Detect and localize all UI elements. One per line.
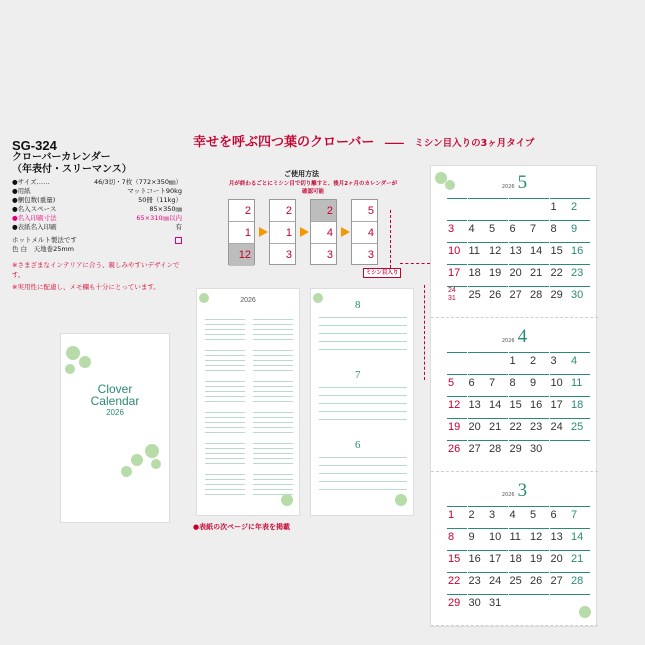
clover-leaf-icon bbox=[395, 494, 407, 506]
year-table-line bbox=[253, 448, 293, 449]
year-table-line bbox=[253, 474, 293, 475]
day-cell: 29 bbox=[509, 440, 529, 458]
headline-main: 幸せを呼ぶ四つ葉のクローバー bbox=[193, 135, 375, 150]
year-table-line bbox=[205, 479, 245, 480]
day-cell bbox=[550, 594, 570, 612]
howto-step-sheet bbox=[269, 199, 296, 265]
year-table-line bbox=[253, 360, 293, 361]
year-table-line bbox=[205, 427, 245, 428]
back-month-line bbox=[319, 411, 407, 412]
day-cell: 22 bbox=[509, 418, 529, 436]
howto-step-number: 3 bbox=[367, 249, 374, 261]
back-month-line bbox=[319, 465, 407, 466]
day-cell: 8 bbox=[550, 220, 570, 238]
day-cell: 20 bbox=[550, 550, 570, 568]
day-cell bbox=[447, 198, 467, 216]
day-cell: 10 bbox=[550, 374, 570, 392]
spec-value: 85×350㎜ bbox=[149, 205, 182, 213]
year-table-line bbox=[205, 458, 245, 459]
year-table-line bbox=[253, 417, 293, 418]
product-name-line2: （年表付・スリーマンス） bbox=[12, 164, 132, 175]
day-cell: 7 bbox=[488, 374, 508, 392]
year-table-line bbox=[205, 396, 245, 397]
day-cell: 21 bbox=[529, 264, 549, 282]
day-cell: 7 bbox=[570, 506, 590, 524]
back-month-line bbox=[319, 489, 407, 490]
spec-row bbox=[12, 223, 182, 232]
month-block bbox=[431, 166, 598, 318]
year-table-year: 2026 bbox=[240, 297, 256, 304]
year-table-line bbox=[253, 443, 293, 444]
clover-leaf-icon bbox=[199, 293, 209, 303]
year-table-line bbox=[205, 448, 245, 449]
spec-value: 50冊（11kg） bbox=[138, 196, 182, 204]
day-cell bbox=[488, 198, 508, 216]
howto-text: 月が終わるごとにミシン目で切り離すと、後月2ヶ月のカレンダーが確認可能 bbox=[228, 181, 398, 195]
year-table-line bbox=[205, 463, 245, 464]
cover-image bbox=[60, 333, 170, 523]
back-months-page bbox=[310, 288, 414, 516]
back-month-line bbox=[319, 481, 407, 482]
day-cell: 13 bbox=[468, 396, 488, 414]
spec-row bbox=[12, 205, 182, 214]
day-cell bbox=[570, 440, 590, 458]
month-number: 3 bbox=[517, 480, 528, 501]
day-cell: 5 bbox=[529, 506, 549, 524]
year-table-line bbox=[205, 443, 245, 444]
day-cell: 2 bbox=[570, 198, 590, 216]
year-table-line bbox=[205, 324, 245, 325]
spec-value: 有 bbox=[175, 223, 182, 231]
day-cell: 3 bbox=[447, 220, 467, 238]
day-cell: 19 bbox=[488, 264, 508, 282]
year-table-line bbox=[253, 412, 293, 413]
year-table-line bbox=[253, 422, 293, 423]
day-cell: 28 bbox=[529, 286, 549, 304]
month-year: 2026 bbox=[501, 184, 515, 190]
day-cell: 15 bbox=[509, 396, 529, 414]
spec-row bbox=[12, 187, 182, 196]
year-table-line bbox=[205, 422, 245, 423]
year-table-line bbox=[205, 484, 245, 485]
spec-list bbox=[12, 178, 182, 232]
year-table-line bbox=[205, 391, 245, 392]
back-month-line bbox=[319, 387, 407, 388]
howto-title: ご使用方法 bbox=[284, 170, 319, 178]
howto-step-number: 12 bbox=[229, 244, 254, 266]
day-cell: 4 bbox=[570, 352, 590, 370]
back-month-line bbox=[319, 395, 407, 396]
day-cell: 14 bbox=[488, 396, 508, 414]
day-cell: 29 bbox=[447, 594, 467, 612]
back-month-label: 6 bbox=[355, 439, 361, 451]
back-month-line bbox=[319, 349, 407, 350]
year-table-line bbox=[253, 319, 293, 320]
howto-step-number: 2 bbox=[311, 200, 336, 222]
day-cell: 22 bbox=[550, 264, 570, 282]
day-cell: 8 bbox=[447, 528, 467, 546]
spec-value: 65×310㎜以内 bbox=[136, 214, 182, 222]
day-cell bbox=[468, 352, 488, 370]
clover-leaf-icon bbox=[121, 466, 132, 477]
howto-step-sheet bbox=[351, 199, 378, 265]
year-table-line bbox=[253, 427, 293, 428]
year-table-line bbox=[205, 381, 245, 382]
year-table-line bbox=[253, 463, 293, 464]
day-cell: 13 bbox=[550, 528, 570, 546]
day-cell: 6 bbox=[509, 220, 529, 238]
year-table-line bbox=[205, 360, 245, 361]
day-cell: 27 bbox=[550, 572, 570, 590]
day-cell: 3 bbox=[488, 506, 508, 524]
year-table-line bbox=[253, 334, 293, 335]
product-name-line1: クローバーカレンダー bbox=[12, 152, 111, 163]
day-cell bbox=[570, 594, 590, 612]
headline bbox=[193, 131, 534, 150]
day-cell: 16 bbox=[529, 396, 549, 414]
clover-leaf-icon bbox=[66, 346, 80, 360]
year-table-line bbox=[205, 350, 245, 351]
remarks bbox=[12, 260, 182, 292]
perforation-guide bbox=[400, 263, 430, 264]
spec-label: ●表紙名入印刷 bbox=[12, 223, 57, 231]
back-month-label: 7 bbox=[355, 369, 361, 381]
month-number: 5 bbox=[517, 172, 528, 193]
year-table-line bbox=[253, 350, 293, 351]
clover-leaf-icon bbox=[151, 459, 161, 469]
back-month-line bbox=[319, 333, 407, 334]
year-table-line bbox=[253, 324, 293, 325]
day-cell bbox=[447, 352, 467, 370]
spec-note-2: 色 白 天地巻25mm bbox=[12, 245, 75, 253]
day-cell: 15 bbox=[447, 550, 467, 568]
perforation-label: ミシン目入り bbox=[363, 268, 401, 278]
clover-leaf-icon bbox=[145, 444, 159, 458]
day-cell: 9 bbox=[529, 374, 549, 392]
year-table-line bbox=[253, 386, 293, 387]
spec-note-1: ホットメルト製法です bbox=[12, 236, 77, 244]
year-table-page bbox=[196, 288, 300, 516]
year-table-line bbox=[253, 355, 293, 356]
spec-label: ●梱包数(重量) bbox=[12, 196, 56, 204]
day-cell bbox=[529, 198, 549, 216]
back-month-line bbox=[319, 325, 407, 326]
year-table-line bbox=[253, 396, 293, 397]
day-cell: 20 bbox=[468, 418, 488, 436]
day-cell: 5 bbox=[447, 374, 467, 392]
year-table-line bbox=[253, 458, 293, 459]
back-month-label: 8 bbox=[355, 299, 361, 311]
back-month-line bbox=[319, 473, 407, 474]
bottom-note: ●表紙の次ページに年表を掲載 bbox=[193, 523, 290, 531]
day-cell bbox=[468, 198, 488, 216]
day-cell: 25 bbox=[468, 286, 488, 304]
spec-row bbox=[12, 214, 182, 223]
day-cell bbox=[550, 440, 570, 458]
day-cell: 1 bbox=[447, 506, 467, 524]
year-table-line bbox=[205, 386, 245, 387]
pink-square-icon bbox=[175, 237, 182, 244]
day-cell: 10 bbox=[488, 528, 508, 546]
day-cell: 26 bbox=[529, 572, 549, 590]
year-table-line bbox=[253, 453, 293, 454]
day-cell: 16 bbox=[468, 550, 488, 568]
clover-leaf-icon bbox=[313, 293, 323, 303]
back-month-line bbox=[319, 419, 407, 420]
day-cell: 19 bbox=[447, 418, 467, 436]
day-cell: 26 bbox=[488, 286, 508, 304]
spec-label: ●用紙 bbox=[12, 187, 31, 195]
day-cell: 11 bbox=[468, 242, 488, 260]
day-cell: 28 bbox=[570, 572, 590, 590]
headline-dash: ―― bbox=[384, 138, 404, 149]
day-cell: 8 bbox=[509, 374, 529, 392]
day-cell: 9 bbox=[468, 528, 488, 546]
day-cell: 24 bbox=[488, 572, 508, 590]
day-cell: 19 bbox=[529, 550, 549, 568]
cover-title-1: Clover bbox=[97, 382, 133, 396]
product-code: SG-324 bbox=[12, 138, 57, 153]
back-month-line bbox=[319, 341, 407, 342]
clover-leaf-icon bbox=[65, 364, 75, 374]
day-cell: 23 bbox=[529, 418, 549, 436]
remark-1: ※さまざまなインテリアに合う、親しみやすいデザインです。 bbox=[12, 261, 180, 279]
cover-title-2: Calendar bbox=[90, 394, 140, 408]
howto-step-number: 4 bbox=[352, 222, 377, 244]
day-cell: 30 bbox=[468, 594, 488, 612]
year-table-line bbox=[205, 355, 245, 356]
year-table-line bbox=[253, 339, 293, 340]
day-cell: 23 bbox=[570, 264, 590, 282]
year-table-line bbox=[205, 489, 245, 490]
year-table-line bbox=[205, 417, 245, 418]
day-cell: 7 bbox=[529, 220, 549, 238]
day-cell: 28 bbox=[488, 440, 508, 458]
day-cell: 30 bbox=[529, 440, 549, 458]
day-cell: 17 bbox=[447, 264, 467, 282]
remark-2: ※実用性に配慮し、メモ欄も十分にとっています。 bbox=[12, 283, 160, 291]
spec-notes bbox=[12, 236, 182, 254]
year-table-line bbox=[253, 370, 293, 371]
headline-sub: ミシン目入りの3ヶ月タイプ bbox=[414, 138, 535, 149]
day-cell bbox=[509, 198, 529, 216]
perforation-guide bbox=[424, 285, 425, 380]
clover-leaf-icon bbox=[281, 494, 293, 506]
day-cell: 17 bbox=[488, 550, 508, 568]
day-cell: 9 bbox=[570, 220, 590, 238]
year-table-line bbox=[253, 489, 293, 490]
howto-step-number: 1 bbox=[270, 222, 295, 244]
howto-step-number: 2 bbox=[229, 200, 254, 222]
spec-label: ●名入印刷寸法 bbox=[12, 214, 57, 222]
day-cell: 20 bbox=[509, 264, 529, 282]
year-table-line bbox=[205, 329, 245, 330]
back-month-line bbox=[319, 457, 407, 458]
month-header bbox=[431, 172, 598, 194]
howto-step-number: 3 bbox=[326, 249, 333, 261]
day-cell bbox=[529, 594, 549, 612]
day-cell: 18 bbox=[468, 264, 488, 282]
year-table-line bbox=[205, 412, 245, 413]
howto-step-number: 5 bbox=[352, 200, 377, 222]
back-month-line bbox=[319, 317, 407, 318]
day-cell: 13 bbox=[509, 242, 529, 260]
howto-step-sheet bbox=[310, 199, 337, 265]
year-table-line bbox=[205, 474, 245, 475]
year-table-line bbox=[253, 484, 293, 485]
day-cell: 21 bbox=[488, 418, 508, 436]
month-block bbox=[431, 320, 598, 472]
day-cell: 11 bbox=[570, 374, 590, 392]
spec-value: 46/3切・7枚（772×350㎜） bbox=[94, 178, 182, 186]
howto-step-number: 2 bbox=[270, 200, 295, 222]
day-cell: 25 bbox=[509, 572, 529, 590]
arrow-right-icon bbox=[259, 227, 268, 237]
year-table-line bbox=[205, 334, 245, 335]
day-cell: 1 bbox=[550, 198, 570, 216]
day-cell: 12 bbox=[488, 242, 508, 260]
day-cell: 18 bbox=[570, 396, 590, 414]
day-cell: 27 bbox=[468, 440, 488, 458]
year-table-line bbox=[253, 479, 293, 480]
clover-leaf-icon bbox=[79, 356, 91, 368]
day-cell: 3 bbox=[550, 352, 570, 370]
year-table-line bbox=[253, 381, 293, 382]
year-table-line bbox=[253, 494, 293, 495]
spec-label: ●サイズ…… bbox=[12, 178, 50, 186]
month-header bbox=[431, 480, 598, 502]
product-name bbox=[12, 152, 132, 176]
day-cell: 10 bbox=[447, 242, 467, 260]
cover-year: 2026 bbox=[106, 408, 124, 417]
day-cell: 16 bbox=[570, 242, 590, 260]
day-cell bbox=[488, 352, 508, 370]
spec-row bbox=[12, 178, 182, 187]
back-month-line bbox=[319, 403, 407, 404]
day-cell: 5 bbox=[488, 220, 508, 238]
day-cell: 29 bbox=[550, 286, 570, 304]
year-table-line bbox=[205, 319, 245, 320]
day-cell: 18 bbox=[509, 550, 529, 568]
year-table-line bbox=[205, 365, 245, 366]
day-cell: 21 bbox=[570, 550, 590, 568]
clover-leaf-icon bbox=[131, 454, 143, 466]
month-year: 2026 bbox=[501, 338, 515, 344]
day-cell: 2 bbox=[468, 506, 488, 524]
day-cell: 6 bbox=[550, 506, 570, 524]
spec-label: ●名入スペース bbox=[12, 205, 57, 213]
year-table-line bbox=[205, 370, 245, 371]
day-cell bbox=[509, 594, 529, 612]
month-header bbox=[431, 326, 598, 348]
year-table-line bbox=[253, 329, 293, 330]
day-cell: 4 bbox=[509, 506, 529, 524]
year-table-line bbox=[205, 453, 245, 454]
day-cell: 23 bbox=[468, 572, 488, 590]
day-cell: 15 bbox=[550, 242, 570, 260]
spec-value: マットコート90kg bbox=[127, 187, 182, 195]
day-cell: 4 bbox=[468, 220, 488, 238]
day-cell: 30 bbox=[570, 286, 590, 304]
day-cell: 25 bbox=[570, 418, 590, 436]
day-cell: 11 bbox=[509, 528, 529, 546]
main-calendar bbox=[430, 165, 597, 627]
day-cell: 27 bbox=[509, 286, 529, 304]
day-cell: 26 bbox=[447, 440, 467, 458]
year-table-line bbox=[253, 365, 293, 366]
year-table-line bbox=[205, 494, 245, 495]
howto-step-number: 1 bbox=[229, 222, 254, 244]
day-cell: 1 bbox=[509, 352, 529, 370]
day-cell: 24 31 bbox=[447, 286, 467, 304]
month-year: 2026 bbox=[501, 492, 515, 498]
day-cell: 17 bbox=[550, 396, 570, 414]
day-cell: 12 bbox=[447, 396, 467, 414]
year-table-line bbox=[205, 432, 245, 433]
arrow-right-icon bbox=[300, 227, 309, 237]
day-cell: 2 bbox=[529, 352, 549, 370]
spec-row bbox=[12, 196, 182, 205]
year-table-line bbox=[205, 339, 245, 340]
year-table-line bbox=[253, 401, 293, 402]
month-block bbox=[431, 474, 598, 626]
day-cell: 24 bbox=[550, 418, 570, 436]
year-table-line bbox=[253, 432, 293, 433]
day-cell: 14 bbox=[529, 242, 549, 260]
howto-step-sheet bbox=[228, 199, 255, 265]
day-cell: 22 bbox=[447, 572, 467, 590]
month-number: 4 bbox=[517, 326, 528, 347]
day-cell: 14 bbox=[570, 528, 590, 546]
howto-step-number: 3 bbox=[285, 249, 292, 261]
day-cell: 31 bbox=[488, 594, 508, 612]
day-cell: 6 bbox=[468, 374, 488, 392]
perforation-guide bbox=[390, 210, 391, 268]
day-cell: 12 bbox=[529, 528, 549, 546]
year-table-line bbox=[205, 401, 245, 402]
howto-step-number: 4 bbox=[311, 222, 336, 244]
arrow-right-icon bbox=[341, 227, 350, 237]
year-table-line bbox=[253, 391, 293, 392]
